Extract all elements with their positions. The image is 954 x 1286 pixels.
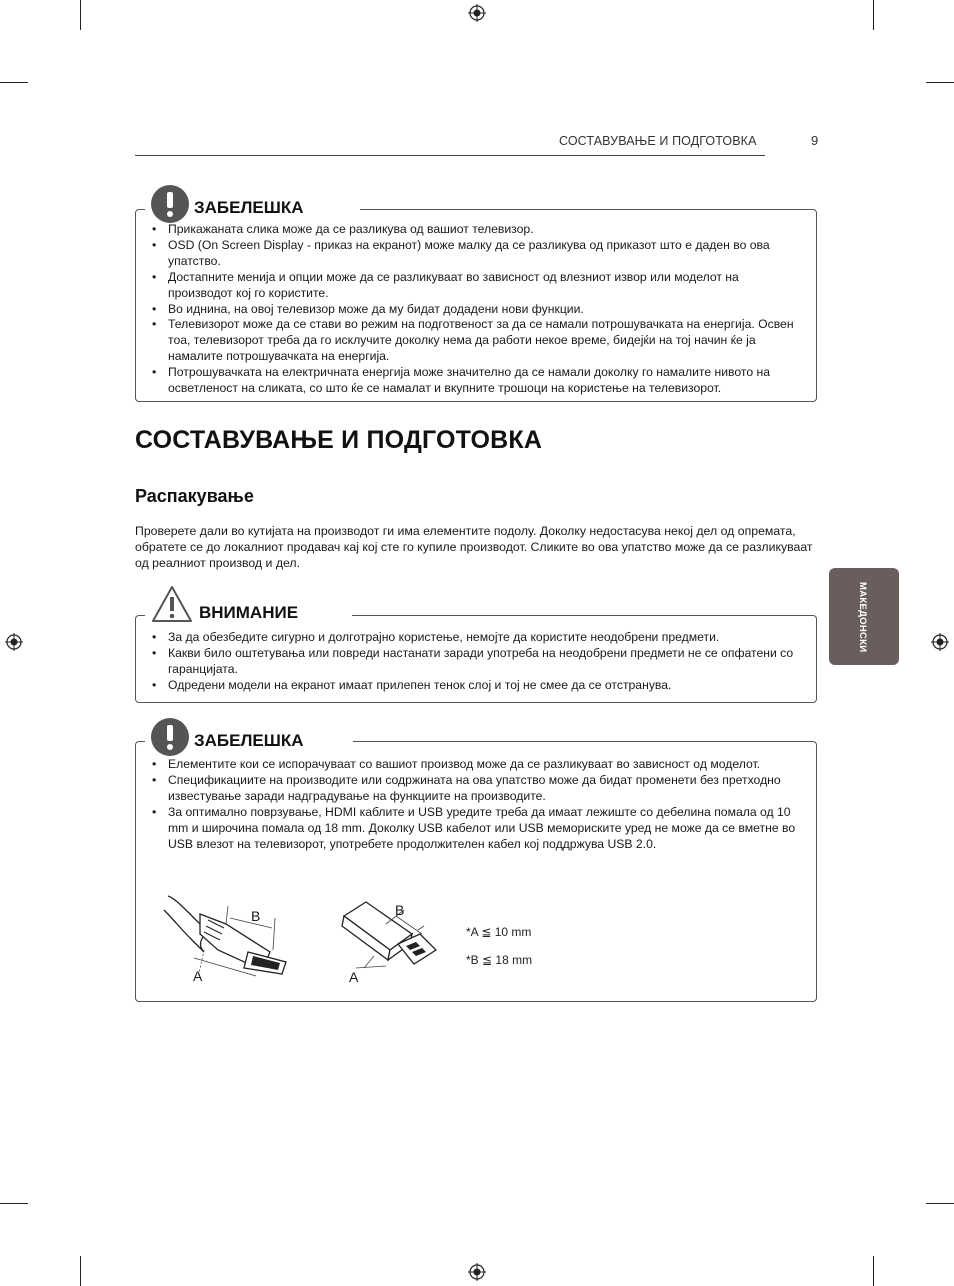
note-box — [135, 209, 817, 402]
section-heading: Распакување — [135, 486, 254, 506]
crop-mark — [80, 1256, 81, 1286]
caution-box — [135, 615, 817, 703]
page-number: 9 — [811, 133, 819, 148]
list-item: • За да обезбедите сигурно и долготрајно користење, немојте да користите неодобрени предмети. — [150, 630, 806, 646]
list-item: • Одредени модели на екранот имаат прилепен тенок слој и тој не смее да се отстранува. — [150, 678, 806, 694]
dimension-label-a: A — [349, 969, 359, 985]
caution-list — [150, 630, 806, 694]
hdmi-connector-icon — [160, 888, 300, 988]
crop-mark — [873, 1256, 874, 1286]
list-item: • OSD (On Screen Display - приказ на екранот) може малку да се разликува од приказот што е даден во ова упатство. — [150, 238, 806, 270]
crop-mark — [926, 82, 954, 83]
crop-mark — [0, 82, 28, 83]
exclamation-icon — [150, 717, 190, 757]
registration-mark-icon — [5, 633, 23, 651]
registration-mark-icon — [468, 4, 486, 22]
list-item: • Какви било оштетувања или повреди настанати заради употреба на неодобрени предмети не се опфатени со гаранцијата. — [150, 646, 806, 678]
list-item: • За оптимално поврзување, HDMI каблите и USB уредите треба да имаат лежиште со дебелина помала од 10 mm и широчина помала од 18 mm. Доколку USB кабелот или USB мемориските уред не може да се вметне во USB влезот на телевизорот, употребете продолжителен кабел кој поддржува USB 2.0. — [150, 805, 806, 853]
language-tab-label: МАКЕДОНСКИ — [857, 582, 868, 653]
note-title: ЗАБЕЛЕШКА — [194, 198, 310, 218]
crop-mark — [873, 0, 874, 30]
list-item: • Спецификациите на производите или содржината на ова упатство може да бидат променети без претходно известување заради надградување на функциите на производите. — [150, 773, 806, 805]
dimension-label-b: B — [395, 902, 405, 918]
list-item: • Телевизорот може да се стави во режим на подготвеност за да се намали потрошувачката на енергија. Освен тоа, телевизорот треба да го исклучите доколку нема да работи некое време, бидејќи на тој начин ќе ја намалите потрошувачката на енергија. — [150, 317, 806, 365]
list-item: • Прикажаната слика може да се разликува од вашиот телевизор. — [150, 222, 806, 238]
note-list — [150, 757, 806, 852]
note-list — [150, 222, 806, 397]
list-item: • Во иднина, на овој телевизор може да му бидат додадени нови функции. — [150, 302, 806, 318]
crop-mark — [926, 1203, 954, 1204]
registration-mark-icon — [468, 1263, 486, 1281]
list-item: • Потрошувачката на електричната енергија може значително да се намали доколку го намалите нивото на осветленост на сликата, со што ќе се намалат и вкупните трошоци на користење на телевизорот. — [150, 365, 806, 397]
dimension-label-a: A — [193, 968, 203, 984]
dimension-label-b: B — [251, 908, 261, 924]
spec-b: *B ≦ 18 mm — [466, 953, 533, 967]
exclamation-icon — [150, 184, 190, 224]
list-item: • Елементите кои се испорачуваат со вашиот производ може да се разликуваат во зависност од моделот. — [150, 757, 806, 773]
running-header: СОСТАВУВАЊЕ И ПОДГОТОВКА — [559, 134, 757, 148]
crop-mark — [80, 0, 81, 30]
header-rule — [135, 155, 765, 156]
body-paragraph: Проверете дали во кутијата на производот ги има елементите подолу. Доколку недостасува некој дел од опремата, обратете се до локалниот продавач кај кој сте го купиле производот. Сликите во ова упатство може да се разликуваат од реалниот производ и дел. — [135, 524, 813, 570]
note-title: ЗАБЕЛЕШКА — [194, 731, 310, 751]
caution-title: ВНИМАНИЕ — [199, 603, 304, 623]
crop-mark — [0, 1203, 28, 1204]
list-item: • Достапните менија и опции може да се разликуваат во зависност од влезниот извор или моделот на производот кој го користите. — [150, 270, 806, 302]
warning-triangle-icon — [151, 585, 193, 623]
language-tab — [829, 568, 899, 665]
spec-a: *A ≦ 10 mm — [466, 925, 532, 939]
registration-mark-icon — [931, 633, 949, 651]
page-title: СОСТАВУВАЊЕ И ПОДГОТОВКА — [135, 426, 543, 454]
